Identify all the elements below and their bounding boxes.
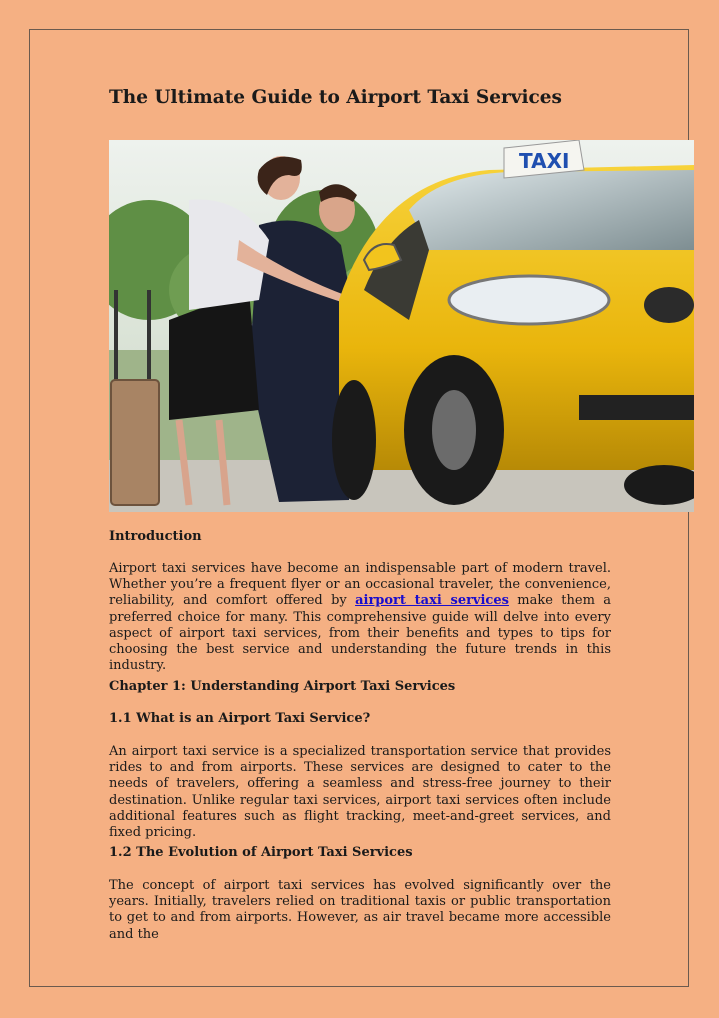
section-1-1-heading: 1.1 What is an Airport Taxi Service? <box>109 711 371 726</box>
intro-heading: Introduction <box>109 529 202 544</box>
intro-paragraph <box>109 561 611 674</box>
intro-text-after-link: make them a preferred choice for many. This comprehensive guide will delve into every aspect of airport taxi services, from their benefits and types to tips for choosing the best service and understanding the future trends in this industry. <box>109 593 611 674</box>
section-1-2-heading: 1.2 The Evolution of Airport Taxi Services <box>109 845 413 860</box>
section-1-1-body: An airport taxi service is a specialized transportation service that provides rides to and from airports. These services are designed to cater to the needs of travelers, offering a seamless and stress-free journey to their destination. Unlike regular taxi services, airport taxi services often include additional features such as flight tracking, meet-and-greet services, and fixed pricing. <box>109 744 611 841</box>
taxi-photo <box>109 140 694 512</box>
chapter-1-heading: Chapter 1: Understanding Airport Taxi Services <box>109 679 456 694</box>
taxi-sign-text: TAXI <box>519 149 570 173</box>
page-title: The Ultimate Guide to Airport Taxi Services <box>109 87 562 108</box>
intro-text-before-link: Airport taxi services have become an indispensable part of modern travel. Whether you’re a frequent flyer or an occasional traveler, the convenience, reliability, and comfort offered by <box>109 561 611 609</box>
section-1-2-body: The concept of airport taxi services has evolved significantly over the years. Initially, travelers relied on traditional taxis or public transportation to get to and from airports. However, as air travel became more accessible and the <box>109 878 611 942</box>
airport-taxi-services-link[interactable]: airport taxi services <box>355 593 509 609</box>
